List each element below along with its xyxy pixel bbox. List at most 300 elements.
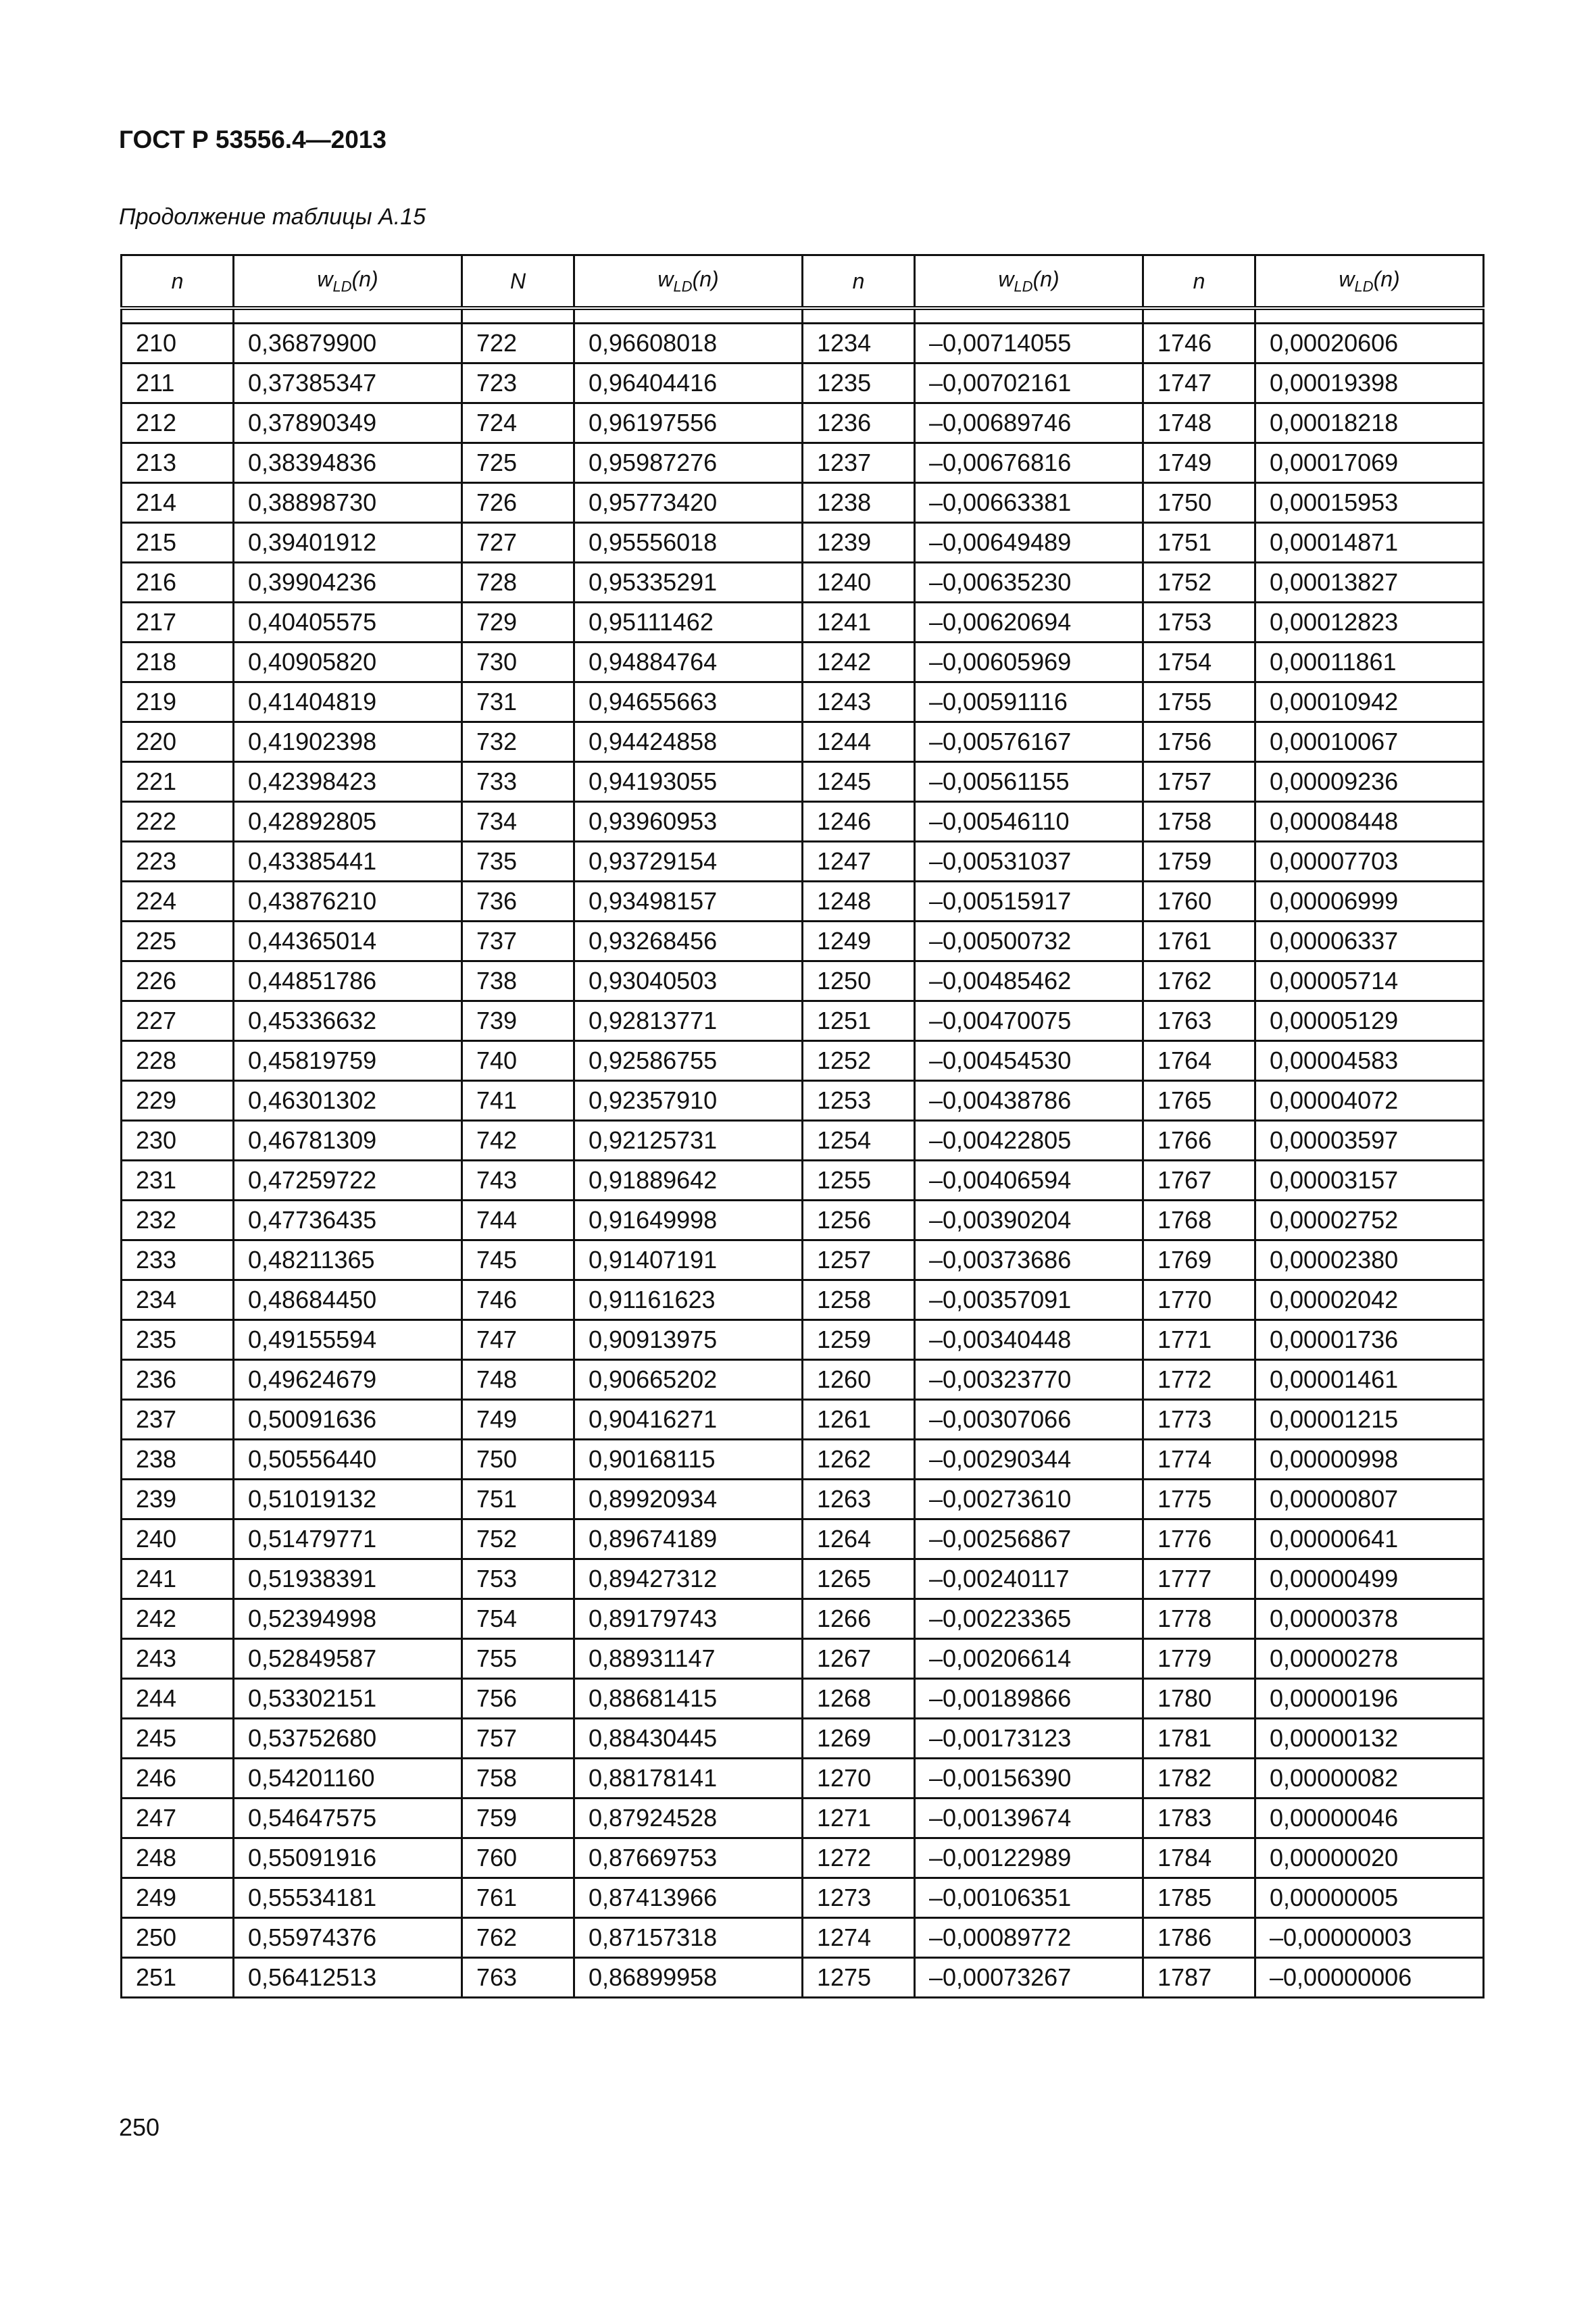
table-cell: 0,93040503 [574, 961, 803, 1001]
column-header [1143, 255, 1255, 309]
table-cell: 1274 [803, 1918, 915, 1958]
table-cell: 0,44365014 [234, 922, 462, 961]
table-cell: –0,00663381 [915, 483, 1143, 523]
table-cell: 225 [122, 922, 234, 961]
table-cell: 1780 [1143, 1679, 1255, 1719]
table-cell: 0,88681415 [574, 1679, 803, 1719]
table-cell: –0,00649489 [915, 523, 1143, 563]
table-cell: 0,47259722 [234, 1161, 462, 1201]
table-cell: –0,00531037 [915, 842, 1143, 882]
table-cell: 1773 [1143, 1400, 1255, 1440]
table-cell: 735 [462, 842, 574, 882]
table-cell: 1240 [803, 563, 915, 603]
table-cell: 0,89674189 [574, 1519, 803, 1559]
table-cell: 0,00000807 [1255, 1480, 1484, 1519]
table-cell: 1252 [803, 1041, 915, 1081]
column-header-subscript: LD [1354, 278, 1374, 295]
table-cell: 241 [122, 1559, 234, 1599]
table-cell: 0,46781309 [234, 1121, 462, 1161]
document-title: ГОСТ Р 53556.4—2013 [119, 126, 386, 153]
table-cell: –0,00546110 [915, 802, 1143, 842]
table-cell: 0,93498157 [574, 882, 803, 922]
table-cell: 0,91889642 [574, 1161, 803, 1201]
table-cell: 1772 [1143, 1360, 1255, 1400]
table-cell: 0,90168115 [574, 1440, 803, 1480]
table-cell: 0,00000082 [1255, 1759, 1484, 1799]
table-cell: 741 [462, 1081, 574, 1121]
table-cell: 1244 [803, 722, 915, 762]
table-cell: –0,00122989 [915, 1838, 1143, 1878]
table-cell: 0,00020606 [1255, 324, 1484, 363]
table-cell: 745 [462, 1240, 574, 1280]
table-cell: 747 [462, 1320, 574, 1360]
table-cell: 1779 [1143, 1639, 1255, 1679]
table-cell: 218 [122, 643, 234, 682]
table-cell: 210 [122, 324, 234, 363]
column-header-suffix: (n) [351, 266, 378, 291]
table-cell: –0,00340448 [915, 1320, 1143, 1360]
table-row [122, 802, 1484, 842]
table-cell: 0,95987276 [574, 443, 803, 483]
page-number: 250 [119, 2113, 160, 2141]
column-header-label: n [1193, 268, 1205, 293]
table-cell: 0,00012823 [1255, 603, 1484, 643]
table-cell: 0,91649998 [574, 1201, 803, 1240]
table-cell: 1235 [803, 363, 915, 403]
table-cell: 729 [462, 603, 574, 643]
table-cell: 1756 [1143, 722, 1255, 762]
table-cell: 220 [122, 722, 234, 762]
table-cell: 0,00013827 [1255, 563, 1484, 603]
table-cell: 0,39401912 [234, 523, 462, 563]
table-cell: 1267 [803, 1639, 915, 1679]
table-cell: 0,00000499 [1255, 1559, 1484, 1599]
table-cell: 728 [462, 563, 574, 603]
table-cell: –0,00373686 [915, 1240, 1143, 1280]
table-cell: 0,49155594 [234, 1320, 462, 1360]
table-cell: 0,00006999 [1255, 882, 1484, 922]
table-cell: 0,48684450 [234, 1280, 462, 1320]
table-cell: 0,47736435 [234, 1201, 462, 1240]
table-cell: –0,00561155 [915, 762, 1143, 802]
table-cell: 1777 [1143, 1559, 1255, 1599]
table-row [122, 523, 1484, 563]
table-cell: 0,37890349 [234, 403, 462, 443]
table-cell: 0,37385347 [234, 363, 462, 403]
table-cell: 0,00000196 [1255, 1679, 1484, 1719]
table-cell: 0,00002380 [1255, 1240, 1484, 1280]
column-header-suffix: (n) [1032, 266, 1059, 291]
table-cell: 0,00010942 [1255, 682, 1484, 722]
table-cell: 0,87669753 [574, 1838, 803, 1878]
table-cell: 0,00018218 [1255, 403, 1484, 443]
table-cell: –0,00256867 [915, 1519, 1143, 1559]
table-cell: 0,00002752 [1255, 1201, 1484, 1240]
table-cell: –0,00576167 [915, 722, 1143, 762]
table-cell: 1751 [1143, 523, 1255, 563]
table-cell: 251 [122, 1958, 234, 1998]
table-cell: 0,96404416 [574, 363, 803, 403]
table-header [122, 255, 1484, 324]
table-cell: 0,45819759 [234, 1041, 462, 1081]
table-cell: 0,00008448 [1255, 802, 1484, 842]
table-cell: 1778 [1143, 1599, 1255, 1639]
table-cell: 0,88931147 [574, 1639, 803, 1679]
table-cell: 0,40405575 [234, 603, 462, 643]
table-cell: 0,52394998 [234, 1599, 462, 1639]
table-cell: 0,53752680 [234, 1719, 462, 1759]
table-cell: 0,95556018 [574, 523, 803, 563]
table-cell: 731 [462, 682, 574, 722]
table-cell: 763 [462, 1958, 574, 1998]
table-cell: 748 [462, 1360, 574, 1400]
table-cell: –0,00500732 [915, 922, 1143, 961]
table-cell: 238 [122, 1440, 234, 1480]
table-cell: 216 [122, 563, 234, 603]
table-cell: 0,00005714 [1255, 961, 1484, 1001]
table-row [122, 1001, 1484, 1041]
table-cell: 1241 [803, 603, 915, 643]
table-cell: 0,94884764 [574, 643, 803, 682]
table-row [122, 922, 1484, 961]
table-cell: 0,90913975 [574, 1320, 803, 1360]
table-cell: 0,41902398 [234, 722, 462, 762]
table-row [122, 1161, 1484, 1201]
table-cell: 724 [462, 403, 574, 443]
table-cell: 1782 [1143, 1759, 1255, 1799]
table-cell: –0,00390204 [915, 1201, 1143, 1240]
table-cell: 756 [462, 1679, 574, 1719]
table-cell: 722 [462, 324, 574, 363]
table-row [122, 643, 1484, 682]
table-cell: –0,00189866 [915, 1679, 1143, 1719]
table-cell: 0,50556440 [234, 1440, 462, 1480]
column-header-label: w [998, 266, 1014, 291]
table-cell: 0,00004583 [1255, 1041, 1484, 1081]
table-cell: 1776 [1143, 1519, 1255, 1559]
table-cell: 0,43876210 [234, 882, 462, 922]
table-cell: 1260 [803, 1360, 915, 1400]
table-cell: 0,00015953 [1255, 483, 1484, 523]
table-cell: 0,00005129 [1255, 1001, 1484, 1041]
table-cell: –0,00000003 [1255, 1918, 1484, 1958]
table-cell: –0,00173123 [915, 1719, 1143, 1759]
table-caption: Продолжение таблицы А.15 [119, 204, 426, 230]
table-cell: 1248 [803, 882, 915, 922]
table-cell: 1770 [1143, 1280, 1255, 1320]
table-cell: 228 [122, 1041, 234, 1081]
column-header [803, 255, 915, 309]
table-cell: 1254 [803, 1121, 915, 1161]
table-cell: 1765 [1143, 1081, 1255, 1121]
table-cell: 1243 [803, 682, 915, 722]
table-cell: 1269 [803, 1719, 915, 1759]
table-cell: –0,00273610 [915, 1480, 1143, 1519]
table-cell: 0,00002042 [1255, 1280, 1484, 1320]
table-cell: 751 [462, 1480, 574, 1519]
table-cell: 240 [122, 1519, 234, 1559]
table-cell: 739 [462, 1001, 574, 1041]
table-cell: 0,91407191 [574, 1240, 803, 1280]
table-cell: 0,43385441 [234, 842, 462, 882]
table-cell: 0,52849587 [234, 1639, 462, 1679]
table-cell: –0,00470075 [915, 1001, 1143, 1041]
table-cell: 727 [462, 523, 574, 563]
table-cell: 0,00007703 [1255, 842, 1484, 882]
table-cell: 746 [462, 1280, 574, 1320]
table-cell: 0,36879900 [234, 324, 462, 363]
table-cell: 0,51479771 [234, 1519, 462, 1559]
table-cell: 760 [462, 1838, 574, 1878]
table-cell: 0,00019398 [1255, 363, 1484, 403]
table-cell: 239 [122, 1480, 234, 1519]
table-cell: 1272 [803, 1838, 915, 1878]
table-row [122, 1201, 1484, 1240]
table-cell: –0,00240117 [915, 1559, 1143, 1599]
table-cell: 1753 [1143, 603, 1255, 643]
data-table [120, 254, 1485, 1998]
table-cell: 0,95335291 [574, 563, 803, 603]
column-header-label: w [317, 266, 333, 291]
table-cell: 1268 [803, 1679, 915, 1719]
table-cell: 749 [462, 1400, 574, 1440]
table-cell: 1237 [803, 443, 915, 483]
table-row [122, 1958, 1484, 1998]
table-cell: 0,94424858 [574, 722, 803, 762]
table-cell: 762 [462, 1918, 574, 1958]
table-cell: 0,00009236 [1255, 762, 1484, 802]
table-cell: 1262 [803, 1440, 915, 1480]
table-cell: 723 [462, 363, 574, 403]
table-row [122, 1041, 1484, 1081]
table-cell: –0,00290344 [915, 1440, 1143, 1480]
table-cell: –0,00357091 [915, 1280, 1143, 1320]
table-cell: 1236 [803, 403, 915, 443]
table-cell: 0,90416271 [574, 1400, 803, 1440]
table-cell: 1760 [1143, 882, 1255, 922]
table-cell: 242 [122, 1599, 234, 1639]
table-cell: 1259 [803, 1320, 915, 1360]
table-row [122, 722, 1484, 762]
table-cell: –0,00156390 [915, 1759, 1143, 1799]
column-header [462, 255, 574, 309]
table-cell: 0,90665202 [574, 1360, 803, 1400]
table-cell: 1251 [803, 1001, 915, 1041]
table-cell: 0,50091636 [234, 1400, 462, 1440]
table-cell: 0,00000278 [1255, 1639, 1484, 1679]
table-cell: 211 [122, 363, 234, 403]
table-cell: 0,00001461 [1255, 1360, 1484, 1400]
table-cell: 725 [462, 443, 574, 483]
column-header [122, 255, 234, 309]
table-cell: 0,96608018 [574, 324, 803, 363]
table-row [122, 762, 1484, 802]
table-cell: –0,00515917 [915, 882, 1143, 922]
column-header-subscript: LD [673, 278, 693, 295]
table-row [122, 882, 1484, 922]
table-cell: 0,88178141 [574, 1759, 803, 1799]
table-cell: 732 [462, 722, 574, 762]
table-cell: 235 [122, 1320, 234, 1360]
table-cell: 1263 [803, 1480, 915, 1519]
table-row [122, 1240, 1484, 1280]
table-cell: 0,55974376 [234, 1918, 462, 1958]
table-cell: 1766 [1143, 1121, 1255, 1161]
table-cell: 0,51019132 [234, 1480, 462, 1519]
table-cell: 247 [122, 1799, 234, 1838]
table-cell: 1769 [1143, 1240, 1255, 1280]
table-row [122, 1918, 1484, 1958]
table-row [122, 1878, 1484, 1918]
table-cell: 1754 [1143, 643, 1255, 682]
table-cell: 0,89427312 [574, 1559, 803, 1599]
table-cell: 236 [122, 1360, 234, 1400]
table-cell: 0,51938391 [234, 1559, 462, 1599]
table-row [122, 603, 1484, 643]
table-cell: 1250 [803, 961, 915, 1001]
table-cell: –0,00106351 [915, 1878, 1143, 1918]
table-cell: 217 [122, 603, 234, 643]
table-row [122, 1679, 1484, 1719]
table-cell: 0,55091916 [234, 1838, 462, 1878]
table-cell: 1752 [1143, 563, 1255, 603]
table-cell: 744 [462, 1201, 574, 1240]
table-cell: 726 [462, 483, 574, 523]
table-cell: 0,46301302 [234, 1081, 462, 1121]
table-cell: 0,92813771 [574, 1001, 803, 1041]
table-cell: 757 [462, 1719, 574, 1759]
table-cell: 0,38394836 [234, 443, 462, 483]
table-cell: 0,00003597 [1255, 1121, 1484, 1161]
table-cell: 0,00004072 [1255, 1081, 1484, 1121]
table-cell: 1255 [803, 1161, 915, 1201]
column-header [915, 255, 1143, 309]
table-cell: –0,00702161 [915, 363, 1143, 403]
table-cell: 750 [462, 1440, 574, 1480]
table-cell: 1273 [803, 1878, 915, 1918]
table-cell: 227 [122, 1001, 234, 1041]
table-cell: 0,48211365 [234, 1240, 462, 1280]
column-header-label: n [852, 268, 865, 293]
table-cell: 1239 [803, 523, 915, 563]
table-cell: 752 [462, 1519, 574, 1559]
table-cell: 730 [462, 643, 574, 682]
table-cell: 0,92357910 [574, 1081, 803, 1121]
table-row [122, 1719, 1484, 1759]
table-cell: 0,42892805 [234, 802, 462, 842]
table-cell: 0,00000641 [1255, 1519, 1484, 1559]
table-cell: –0,00139674 [915, 1799, 1143, 1838]
table-cell: 1246 [803, 802, 915, 842]
table-cell: –0,00454530 [915, 1041, 1143, 1081]
table-cell: 0,00001736 [1255, 1320, 1484, 1360]
table-cell: 221 [122, 762, 234, 802]
table-cell: 1270 [803, 1759, 915, 1799]
table-cell: 245 [122, 1719, 234, 1759]
table-cell: 0,89179743 [574, 1599, 803, 1639]
table-cell: 1258 [803, 1280, 915, 1320]
table-cell: 250 [122, 1918, 234, 1958]
table-cell: 0,00000005 [1255, 1878, 1484, 1918]
table-cell: –0,00000006 [1255, 1958, 1484, 1998]
table-cell: –0,00406594 [915, 1161, 1143, 1201]
table-cell: 0,87157318 [574, 1918, 803, 1958]
table-cell: –0,00605969 [915, 643, 1143, 682]
table-cell: 229 [122, 1081, 234, 1121]
table-cell: 222 [122, 802, 234, 842]
table-row [122, 1121, 1484, 1161]
table-cell: 0,54647575 [234, 1799, 462, 1838]
table-row [122, 1599, 1484, 1639]
table-cell: 0,00003157 [1255, 1161, 1484, 1201]
table-cell: 249 [122, 1878, 234, 1918]
table-cell: 1774 [1143, 1440, 1255, 1480]
table-cell: 1764 [1143, 1041, 1255, 1081]
table-cell: 231 [122, 1161, 234, 1201]
table-cell: 234 [122, 1280, 234, 1320]
table-cell: 1253 [803, 1081, 915, 1121]
table-cell: 0,00017069 [1255, 443, 1484, 483]
table-cell: –0,00223365 [915, 1599, 1143, 1639]
table-cell: 761 [462, 1878, 574, 1918]
table-cell: 1266 [803, 1599, 915, 1639]
table-cell: 1757 [1143, 762, 1255, 802]
column-header-suffix: (n) [1373, 266, 1400, 291]
table-cell: 0,00000132 [1255, 1719, 1484, 1759]
table-cell: 1768 [1143, 1201, 1255, 1240]
column-header-subscript: LD [1014, 278, 1033, 295]
table-cell: 219 [122, 682, 234, 722]
table-cell: 0,93268456 [574, 922, 803, 961]
table-cell: 0,00006337 [1255, 922, 1484, 961]
table-cell: –0,00620694 [915, 603, 1143, 643]
table-cell: 1758 [1143, 802, 1255, 842]
column-header-label: N [509, 268, 526, 293]
table-body [122, 324, 1484, 1998]
table-cell: 224 [122, 882, 234, 922]
table-cell: 0,45336632 [234, 1001, 462, 1041]
table-cell: 1785 [1143, 1878, 1255, 1918]
column-header [234, 255, 462, 309]
table-cell: 734 [462, 802, 574, 842]
table-cell: 0,49624679 [234, 1360, 462, 1400]
table-cell: 0,94193055 [574, 762, 803, 802]
table-cell: 1271 [803, 1799, 915, 1838]
table-cell: 1787 [1143, 1958, 1255, 1998]
table-cell: 0,00000998 [1255, 1440, 1484, 1480]
table-row [122, 1360, 1484, 1400]
table-cell: –0,00676816 [915, 443, 1143, 483]
table-cell: 0,91161623 [574, 1280, 803, 1320]
table-cell: 759 [462, 1799, 574, 1838]
table-cell: 0,00011861 [1255, 643, 1484, 682]
table-cell: 754 [462, 1599, 574, 1639]
table-row [122, 1440, 1484, 1480]
table-cell: 214 [122, 483, 234, 523]
table-cell: 0,87413966 [574, 1878, 803, 1918]
table-cell: 1747 [1143, 363, 1255, 403]
table-cell: 0,89920934 [574, 1480, 803, 1519]
table-cell: 1767 [1143, 1161, 1255, 1201]
table-row [122, 961, 1484, 1001]
table-cell: 0,94655663 [574, 682, 803, 722]
table-cell: –0,00714055 [915, 324, 1143, 363]
table-cell: 1783 [1143, 1799, 1255, 1838]
table-cell: 1771 [1143, 1320, 1255, 1360]
table-cell: 0,92125731 [574, 1121, 803, 1161]
table-cell: 1748 [1143, 403, 1255, 443]
table-cell: –0,00635230 [915, 563, 1143, 603]
